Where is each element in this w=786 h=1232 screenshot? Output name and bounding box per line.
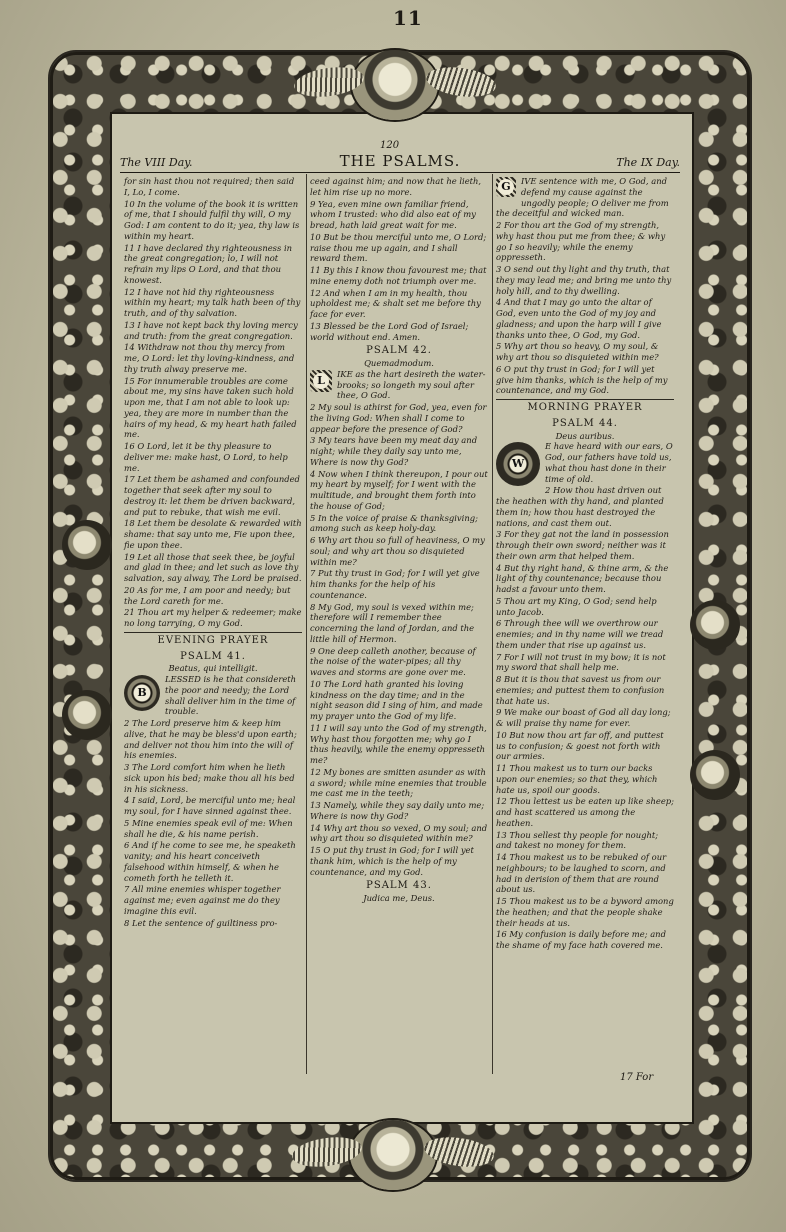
verse: ceed against him; and now that he lieth, let him rise up no more. bbox=[310, 176, 482, 197]
verse: 14 Withdraw not thou thy mercy from me, O Lord: let thy loving-kindness, and thy truth alway preserve me. bbox=[124, 342, 295, 374]
psalm-44-incipit: Deus auribus. bbox=[555, 430, 615, 441]
initial-letter: G bbox=[498, 179, 514, 195]
verse: for sin hast thou not required; then said I, Lo, I come. bbox=[124, 176, 295, 197]
verse: 16 O Lord, let it be thy pleasure to deliver me: make hast, O Lord, to help me. bbox=[124, 441, 288, 473]
psalm-41-opening bbox=[124, 674, 302, 717]
initial-g-ornament bbox=[496, 177, 516, 197]
column-divider bbox=[306, 174, 307, 1074]
verse: 19 Let all those that seek thee, be joyful and glad in thee; and let such as love thy salvation, say alway, The Lord be praised. bbox=[124, 551, 302, 583]
running-title: THE PSALMS. bbox=[339, 152, 461, 170]
verse: 4 But thy right hand, & thine arm, & the light of thy countenance; because thou hadst a favour unto them. bbox=[496, 562, 669, 595]
left-cherub-ornament bbox=[62, 520, 112, 570]
column-2 bbox=[310, 176, 488, 904]
verse: 9 One deep calleth another, because of the noise of the water-pipes; all thy waves and storms are gone over me. bbox=[310, 645, 476, 678]
initial-l-ornament bbox=[310, 370, 332, 392]
verse: 9 Yea, even mine own familiar friend, whom I trusted: who did also eat of my bread, hath laid great wait for me. bbox=[310, 198, 476, 230]
verse: 11 Thou makest us to turn our backs upon our enemies; so that they, which hate us, spoil our goods. bbox=[496, 763, 658, 795]
psalm-41-incipit: Beatus, qui intelligit. bbox=[168, 663, 258, 674]
column-3 bbox=[496, 176, 674, 952]
verse: 13 I have not kept back thy loving mercy and truth: from the great congregation. bbox=[124, 319, 298, 341]
verse: 7 All mine enemies whisper together against me; even against me do they imagine this evil. bbox=[124, 884, 281, 916]
psalm-42-incipit: Quemadmodum. bbox=[364, 358, 434, 369]
psalm-43-opening bbox=[496, 176, 674, 219]
bottom-cherub-ornament bbox=[350, 1120, 436, 1190]
verse: 18 Let them be desolate & rewarded with shame: that say unto me, Fie upon thee, fie upon thee. bbox=[124, 518, 302, 550]
verse: 11 By this I know thou favourest me; that mine enemy doth not triumph over me. bbox=[310, 265, 487, 286]
verse: 12 And when I am in my health, thou upholdest me; & shalt set me before thy face for ever. bbox=[310, 287, 481, 319]
verse: 11 I will say unto the God of my strength, Why hast thou forgotten me; why go I thus heavily, while the enemy oppresseth me? bbox=[310, 722, 487, 766]
verse: 13 Namely, while they say daily unto me; Where is now thy God? bbox=[310, 800, 485, 821]
initial-b-ornament: B bbox=[124, 675, 160, 711]
top-cherub-ornament bbox=[352, 50, 438, 120]
psalm-44-heading: PSALM 44. bbox=[552, 417, 618, 429]
psalm-41-heading: PSALM 41. bbox=[180, 650, 246, 662]
verse: 4 I said, Lord, be merciful unto me; heal my soul, for I have sinned against thee. bbox=[124, 795, 296, 817]
sheet-number: 11 bbox=[393, 6, 423, 30]
verse: 20 As for me, I am poor and needy; but the Lord careth for me. bbox=[124, 584, 291, 606]
opening-text: LESSED is he that considereth the poor and needy; the Lord shall deliver him in the time of trouble. bbox=[165, 674, 297, 717]
verse: 7 Put thy trust in God; for I will yet give him thanks for the help of his countenance. bbox=[310, 568, 480, 600]
verse: 5 Mine enemies speak evil of me: When shall he die, & his name perish. bbox=[124, 817, 293, 839]
initial-letter: L bbox=[313, 373, 329, 389]
opening-text: IVE sentence with me, O God, and defend my cause against the ungodly people; O deliver me from the deceitful and wicked man. bbox=[496, 176, 669, 219]
right-cherub-ornament bbox=[690, 600, 740, 650]
header-rule bbox=[120, 172, 680, 173]
psalm-42-opening bbox=[310, 369, 488, 401]
verse: 3 My tears have been my meat day and night; while they daily say unto me, Where is now thy God? bbox=[310, 435, 478, 467]
verse: 13 Thou sellest thy people for nought; and takest no money for them. bbox=[496, 829, 659, 851]
column-1 bbox=[124, 176, 302, 929]
verse: 2 For thou art the God of my strength, why hast thou put me from thee; & why go I so heavily; while the enemy oppresseth. bbox=[496, 220, 666, 263]
opening-text: E have heard with our ears, O God, our fathers have told us, what thou hast done in their time of old. bbox=[545, 441, 673, 484]
psalm-43-heading: PSALM 43. bbox=[366, 880, 432, 892]
verse: 12 Thou lettest us be eaten up like sheep; and hast scattered us among the heathen. bbox=[496, 796, 674, 828]
verse: 2 My soul is athirst for God, yea, even for the living God: When shall I come to appear before the presence of God? bbox=[310, 402, 487, 434]
verse: 8 But it is thou that savest us from our enemies; and puttest them to confusion that hate us. bbox=[496, 674, 665, 706]
verse: 6 Through thee will we overthrow our enemies; and in thy name will we tread them under that rise up against us. bbox=[496, 618, 664, 650]
left-cherub-ornament bbox=[62, 690, 112, 740]
verse: 2 How thou hast driven out the heathen with thy hand, and planted them in; how thou hast destroyed the nations, and cast them out. bbox=[496, 485, 664, 528]
verse: 13 Blessed be the Lord God of Israel; world without end. Amen. bbox=[310, 320, 469, 342]
page-number: 120 bbox=[380, 140, 400, 151]
verse: 10 But be thou merciful unto me, O Lord; raise thou me up again, and I shall reward them. bbox=[310, 231, 487, 264]
day-left: The VIII Day. bbox=[120, 156, 193, 169]
verse: 8 My God, my soul is vexed within me; therefore will I remember thee concerning the land of Jordan, and the little hill of Hermon. bbox=[310, 601, 475, 644]
right-cherub-ornament bbox=[690, 750, 740, 800]
verse: 4 Now when I think thereupon, I pour out my heart by myself; for I went with the multitude, and brought them forth into the house of God; bbox=[310, 468, 488, 511]
verse: 15 O put thy trust in God; for I will yet thank him, which is the help of my countenance, and my God. bbox=[310, 845, 474, 877]
evening-prayer-heading: EVENING PRAYER bbox=[124, 632, 302, 648]
verse: 4 And that I may go unto the altar of God, even unto the God of my joy and gladness; and upon the harp will I give thanks unto thee, O God, my God. bbox=[496, 297, 662, 340]
verse: 3 O send out thy light and thy truth, that they may lead me; and bring me unto thy holy hill, and to thy dwelling. bbox=[496, 264, 672, 296]
verse: 15 Thou makest us to be a byword among the heathen; and that the people shake their heads at us. bbox=[496, 896, 674, 928]
verse: 6 O put thy trust in God; for I will yet give him thanks, which is the help of my countenance, and my God. bbox=[496, 363, 668, 396]
verse: 6 Why art thou so full of heaviness, O my soul; and why art thou so disquieted within me? bbox=[310, 535, 485, 567]
day-right: The IX Day. bbox=[616, 156, 680, 169]
verse: 7 For I will not trust in my bow; it is not my sword that shall help me. bbox=[496, 651, 666, 673]
initial-w-ornament: W bbox=[496, 442, 540, 486]
verse: 14 Why art thou so vexed, O my soul; and why art thou so disquieted within me? bbox=[310, 822, 488, 844]
column-divider bbox=[492, 174, 493, 1074]
verse: 5 Why art thou so heavy, O my soul, & why art thou so disquieted within me? bbox=[496, 341, 659, 362]
opening-text: IKE as the hart desireth the water-brooks; so longeth my soul after thee, O God. bbox=[337, 368, 486, 401]
verse: 16 My confusion is daily before me; and the shame of my face hath covered me. bbox=[496, 929, 666, 951]
verse: 10 But now thou art far off, and puttest us to confusion; & goest not forth with our armies. bbox=[496, 729, 664, 762]
verse: 21 Thou art my helper & redeemer; make no long tarrying, O my God. bbox=[124, 607, 302, 628]
verse: 9 We make our boast of God all day long; & will praise thy name for ever. bbox=[496, 707, 671, 729]
psalm-43-incipit: Judica me, Deus. bbox=[363, 893, 435, 904]
verse: 12 My bones are smitten asunder as with a sword; while mine enemies that trouble me cast me in the teeth; bbox=[310, 766, 487, 799]
catchword: 17 For bbox=[620, 1072, 654, 1083]
psalm-42-heading: PSALM 42. bbox=[366, 345, 432, 357]
verse: 3 For they gat not the land in possession through their own sword; neither was it their own arm that helped them. bbox=[496, 529, 669, 561]
verse: 6 And if he come to see me, he speaketh vanity; and his heart conceiveth falsehood within himself, & when he cometh forth he telleth it. bbox=[124, 840, 296, 883]
verse: 2 The Lord preserve him & keep him alive, that he may be bless'd upon earth; and deliver not thou him into the will of his enemies. bbox=[124, 718, 297, 761]
verse: 10 In the volume of the book it is written of me, that I should fulfil thy will, O my God: I am content to do it; yea, thy law is within my heart. bbox=[124, 198, 300, 241]
psalm-44-opening bbox=[496, 441, 674, 484]
verse: 5 In the voice of praise & thanksgiving; among such as keep holy-day. bbox=[310, 512, 478, 534]
verse: 3 The Lord comfort him when he lieth sick upon his bed; make thou all his bed in his sickness. bbox=[124, 762, 295, 794]
page-header bbox=[120, 140, 680, 180]
verse: 8 Let the sentence of guiltiness pro- bbox=[124, 917, 278, 928]
verse: 12 I have not hid thy righteousness within my heart; my talk hath been of thy truth, and of thy salvation. bbox=[124, 286, 301, 318]
verse: 11 I have declared thy righteousness in the great congregation; lo, I will not refrain my lips O Lord, and that thou knowest. bbox=[124, 242, 293, 285]
verse: 17 Let them be ashamed and confounded together that seek after my soul to destroy it: let them be driven backward, and put to rebuke, that wish me evil. bbox=[124, 474, 300, 517]
morning-prayer-heading: MORNING PRAYER bbox=[496, 399, 674, 415]
verse: 14 Thou makest us to be rebuked of our neighbours; to be laughed to scorn, and had in derision of them that are round about us. bbox=[496, 852, 667, 895]
verse: 15 For innumerable troubles are come about me, my sins have taken such hold upon me, that I am not able to look up: yea, they are more in number than the hairs of my head, & my heart hath failed me. bbox=[124, 375, 297, 440]
verse: 5 Thou art my King, O God; send help unto Jacob. bbox=[496, 595, 657, 617]
verse: 10 The Lord hath granted his loving kindness on the day time; and in the night season did I sing of him, and made my prayer unto the God of my life. bbox=[310, 678, 483, 722]
